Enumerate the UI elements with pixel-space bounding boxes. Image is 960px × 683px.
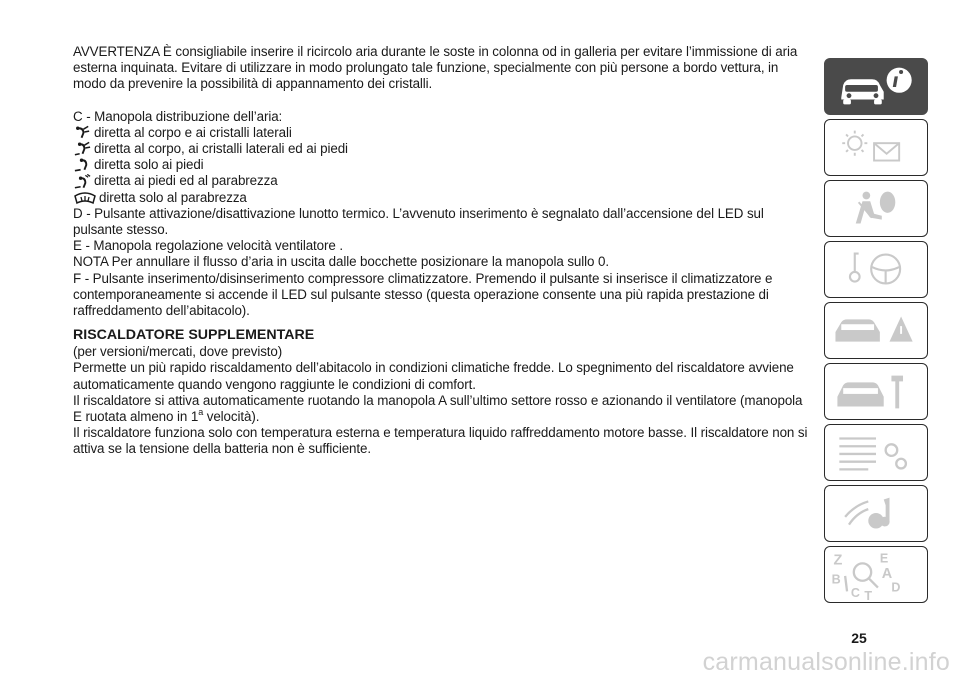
tab-letter: E (879, 551, 889, 566)
section-paragraph: Il riscaldatore si attiva automaticamente ruotando la manopola A sull’ultimo settore rosso e azionando il ventilatore (manopola E ruotata almeno in 1$^a$ velocità). (73, 392, 803, 425)
vent-windscreen-icon (73, 190, 97, 206)
tab-car-info[interactable] (824, 58, 928, 115)
airflow-item: diretta solo ai piedi (73, 157, 813, 173)
section-subtitle: (per versioni/mercati, dove previsto) (73, 344, 283, 360)
d-paragraph: D - Pulsante attivazione/disattivazione lunotto termico. L’avvenuto inserimento è segnalato dall’accensione del LED sul pulsante stesso. (73, 205, 764, 238)
technical-data-icon (825, 425, 927, 480)
c-intro: C - Manopola distribuzione dell’aria: (73, 108, 283, 124)
tab-letter: D (891, 580, 901, 595)
section-title: RISCALDATORE SUPPLEMENTARE (73, 327, 315, 344)
tab-letter: C (850, 586, 860, 601)
airflow-item: diretta ai piedi ed al parabrezza (73, 173, 813, 189)
car-info-icon (825, 59, 927, 114)
vent-feet-icon (73, 157, 92, 173)
tab-maintenance[interactable] (824, 363, 928, 420)
warning-lights-icon (825, 120, 927, 175)
watermark: carmanualsonline.info (702, 648, 950, 676)
tab-letter: A (881, 565, 893, 582)
airflow-item: diretta solo al parabrezza (73, 190, 813, 206)
tab-emergency[interactable] (824, 302, 928, 359)
tab-warning-lights[interactable] (824, 119, 928, 176)
multimedia-icon (825, 486, 927, 541)
tab-technical-data[interactable] (824, 424, 928, 481)
vent-body-windows-icon (73, 125, 92, 141)
airbag-safety-icon (825, 181, 927, 236)
vent-feet-windscreen-icon (73, 174, 92, 190)
e-paragraph: E - Manopola regolazione velocità ventilatore . (73, 238, 343, 254)
tab-starting-driving[interactable] (824, 241, 928, 298)
maintenance-icon (825, 364, 927, 419)
tab-letter: T (864, 589, 873, 602)
index-icon (825, 547, 927, 602)
manual-text (73, 44, 813, 458)
page-number: 25 (851, 630, 867, 646)
tab-index[interactable] (824, 546, 928, 603)
tab-multimedia[interactable] (824, 485, 928, 542)
starting-driving-icon (825, 242, 927, 297)
tab-airbag-safety[interactable] (824, 180, 928, 237)
airflow-item: diretta al corpo e ai cristalli laterali (73, 125, 813, 141)
nota-paragraph: NOTA Per annullare il flusso d’aria in uscita dalle bocchette posizionare la manopola sullo 0. (73, 254, 609, 270)
section-paragraph: Permette un più rapido riscaldamento dell’abitacolo in condizioni climatiche fredde. Lo spegnimento del riscaldatore avviene automaticamente quando vengono raggiunte le condizioni di comfort. (73, 360, 794, 392)
airflow-item: diretta al corpo, ai cristalli laterali ed ai piedi (73, 141, 813, 157)
warning-paragraph: AVVERTENZA È consigliabile inserire il ricircolo aria durante le soste in colonna od in galleria per evitare l’immissione di aria esterna inquinata. Evitare di utilizzare in modo prolungato tale funzione, specialmente con più persone a bordo vettura, in modo da prevenire la possibilità di appannamento dei cristalli. (73, 44, 798, 92)
f-paragraph: F - Pulsante inserimento/disinserimento compressore climatizzatore. Premendo il pulsante si inserisce il climatizzatore e contemporaneamente si accende il LED sul pulsante stesso (questa operazione consente una più rapida prestazione di raffreddamento dell’abitacolo). (73, 270, 773, 319)
tab-letter: B (831, 572, 841, 587)
section-paragraph: Il riscaldatore funziona solo con temperatura esterna e temperatura liquido raffreddamento motore basse. Il riscaldatore non si attiva se la tensione della batteria non è sufficiente. (73, 425, 808, 457)
tab-letter: Z (833, 552, 843, 569)
emergency-icon (825, 303, 927, 358)
vent-body-windows-feet-icon (73, 141, 92, 157)
